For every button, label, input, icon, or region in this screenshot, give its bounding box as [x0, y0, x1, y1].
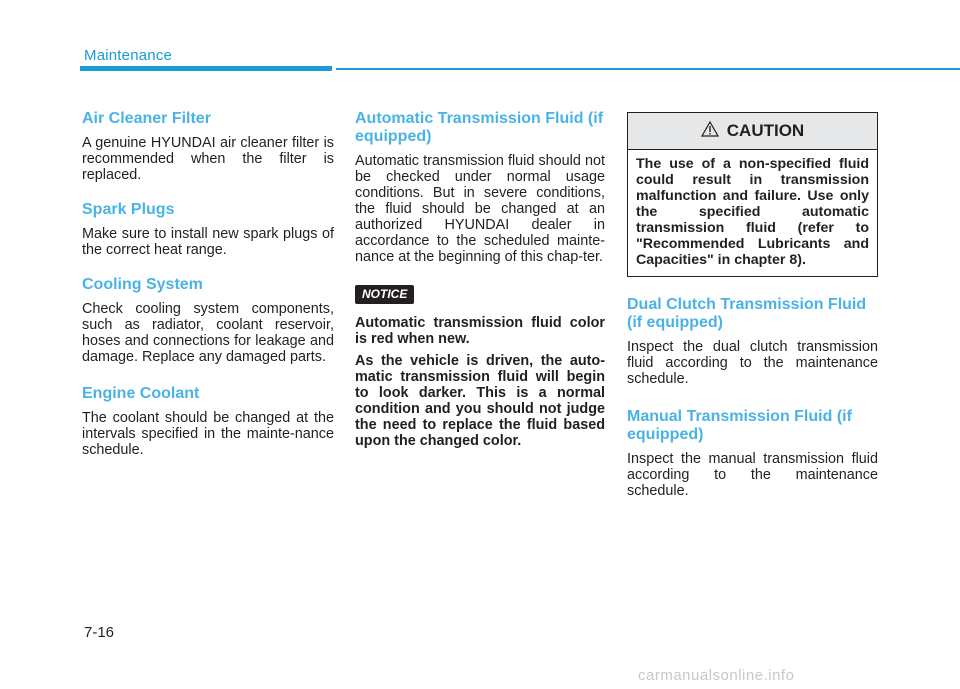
header-rule-thick	[80, 66, 332, 71]
caution-title: CAUTION	[726, 121, 805, 140]
column-1	[82, 110, 334, 458]
warning-triangle-icon	[701, 121, 719, 142]
spark-plugs-heading: Spark Plugs	[82, 201, 175, 218]
page-number: 7-16	[84, 624, 115, 641]
engine-coolant-text: The coolant should be changed at the intervals specified in the mainte-nance schedule.	[82, 410, 334, 458]
notice-badge: NOTICE	[355, 285, 414, 304]
watermark: carmanualsonline.info	[638, 667, 795, 684]
atf-text: Automatic transmission fluid should not be checked under normal usage conditions. But in severe conditions, the fluid should be changed at an authorized HYUNDAI dealer in accordance to the scheduled mainte-nance at the beginning of this chap-ter.	[355, 153, 605, 265]
notice-paragraph-2: As the vehicle is driven, the auto-matic transmission fluid will begin to look darker. This is a normal condition and you should not judge the need to replace the fluid based upon the changed color.	[355, 353, 605, 449]
cooling-system-text: Check cooling system components, such as radiator, coolant reservoir, hoses and connections for leakage and damage. Replace any damaged parts.	[82, 301, 334, 365]
air-cleaner-heading: Air Cleaner Filter	[82, 110, 211, 127]
spark-plugs-text: Make sure to install new spark plugs of the correct heat range.	[82, 226, 334, 258]
manual-transmission-text: Inspect the manual transmission fluid according to the maintenance schedule.	[627, 451, 878, 499]
column-2	[355, 110, 605, 449]
header-rule-thin	[336, 68, 960, 70]
notice-paragraph-1: Automatic transmission fluid color is red when new.	[355, 315, 605, 347]
dct-text: Inspect the dual clutch transmission fluid according to the maintenance schedule.	[627, 339, 878, 387]
manual-transmission-heading: Manual Transmission Fluid (if equipped)	[627, 408, 852, 443]
cooling-system-heading: Cooling System	[82, 276, 203, 293]
air-cleaner-text: A genuine HYUNDAI air cleaner filter is recommended when the filter is replaced.	[82, 135, 334, 183]
atf-heading: Automatic Transmission Fluid (if equipped)	[355, 110, 604, 145]
column-3	[627, 112, 878, 499]
caution-box	[627, 112, 878, 277]
caution-header	[628, 113, 877, 150]
dct-heading: Dual Clutch Transmission Fluid (if equipped)	[627, 296, 867, 331]
section-title: Maintenance	[84, 47, 173, 64]
caution-text: The use of a non-specified fluid could result in transmission malfunction and failure. Use only the specified automatic transmission fluid (refer to "Recommended Lubricants and Capacities" in chapter 8).	[636, 156, 869, 268]
engine-coolant-heading: Engine Coolant	[82, 385, 200, 402]
